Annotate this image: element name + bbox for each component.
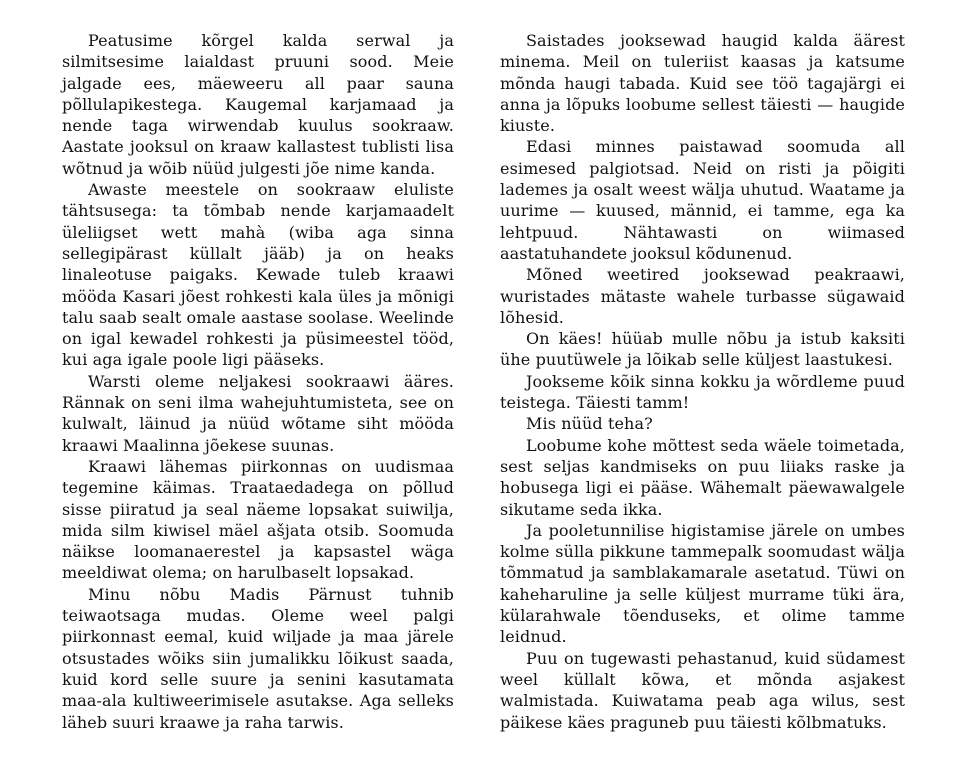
paragraph: Puu on tugewasti pehastanud, kuid südamest weel küllalt kõwa, et mõnda asjakest walmistada. Kuiwatama peab aga wilus, sest päikese käes praguneb puu täiesti kõlbmatuks. bbox=[500, 648, 905, 732]
paragraph: Kraawi lähemas piirkonnas on uudismaa tegemine käimas. Traataedadega on põllud sisse piiratud ja seal näeme lopsakat suiwilja, mida silm kiwisel mäel ašjata otsib. Soomuda näikse loomanaerestel ja kapsastel wäga meeldiwat olema; on harulbaselt lopsakad. bbox=[62, 456, 454, 583]
paragraph: Jookseme kõik sinna kokku ja wõrdleme puud teistega. Täiesti tamm! bbox=[500, 371, 905, 413]
paragraph: Minu nõbu Madis Pärnust tuhnib teiwaotsaga mudas. Oleme weel palgi piirkonnast eemal, kuid wiljade ja maa järele otsustades wõiks siin jumalikku lõikust saada, kuid kord selle suure ja senini kasutamata maa-ala kultiweerimisele asutakse. Aga selleks läheb suuri kraawe ja raha tarwis. bbox=[62, 584, 454, 732]
paragraph: Edasi minnes paistawad soomuda all esimesed palgiotsad. Neid on risti ja põigiti lademes ja osalt weest wälja uhutud. Waatame ja uurime — kuused, männid, ei tamme, ega ka lehtpuud. Nähtawasti on wiimased aastatuhandete jooksul kõdunenud. bbox=[500, 137, 905, 263]
paragraph: On käes! hüüab mulle nõbu ja istub kaksiti ühe puutüwele ja lõikab selle küljest laastukesi. bbox=[500, 329, 905, 370]
paragraph: Mis nüüd teha? bbox=[526, 414, 653, 434]
paragraph: Mõned weetired jooksewad peakraawi, wuristades mätaste wahele turbasse sügawaid lõhesid. bbox=[500, 265, 905, 327]
left-text-column bbox=[62, 30, 454, 733]
paragraph: Peatusime kõrgel kalda serwal ja silmitsesime laialdast pruuni sood. Meie jalgade ees, mäeweeru all paar sauna põllulapikestega. Kaugemal karjamaad ja nende taga wirwendab kuulus sookraaw. Aastate jooksul on kraaw kallastest tublisti lisa wõtnud ja wõib nüüd julgesti jõe nime kanda. bbox=[62, 31, 454, 178]
paragraph: Ja pooletunnilise higistamise järele on umbes kolme sülla pikkune tammepalk soomudast wälja tõmmatud ja samblakamarale asetatud. Tüwi on kaheharuline ja selle küljest murrame tüki ära, külarahwale tõenduseks, et olime tamme leidnud. bbox=[500, 520, 905, 647]
paragraph: Loobume kohe mõttest seda wäele toimetada, sest seljas kandmiseks on puu liiaks raske ja hobusega ligi ei pääse. Wähemalt päewawalgele sikutame seda ikka. bbox=[500, 435, 905, 519]
paragraph: Awaste meestele on sookraaw eluliste tähtsusega: ta tõmbab nende karjamaadelt üleliigset wett mahà (wiba aga sinna sellegipärast küllalt jääb) ja on heaks linaleotuse paigaks. Kewade tuleb kraawi mööda Kasari jõest rohkesti kala üles ja mõnigi talu saab sealt omale aastase soolase. Weelinde on igal kewadel rohkesti ja püsimeestel tööd, kui aga igale poole ligi pääseks. bbox=[62, 180, 454, 370]
right-text-column bbox=[500, 30, 905, 733]
paragraph: Warsti oleme neljakesi sookraawi ääres. Rännak on seni ilma wahejuhtumisteta, see on kulwalt, läinud ja nüüd wõtame siht mööda kraawi Maalinna jõekese suunas. bbox=[62, 371, 454, 455]
paragraph: Saistades jooksewad haugid kalda äärest minema. Meil on tuleriist kaasas ja katsume mõnda haugi tabada. Kuid see töö tagajärgi ei anna ja lõpuks loobume sellest täiesti — haugide kiuste. bbox=[500, 31, 905, 136]
